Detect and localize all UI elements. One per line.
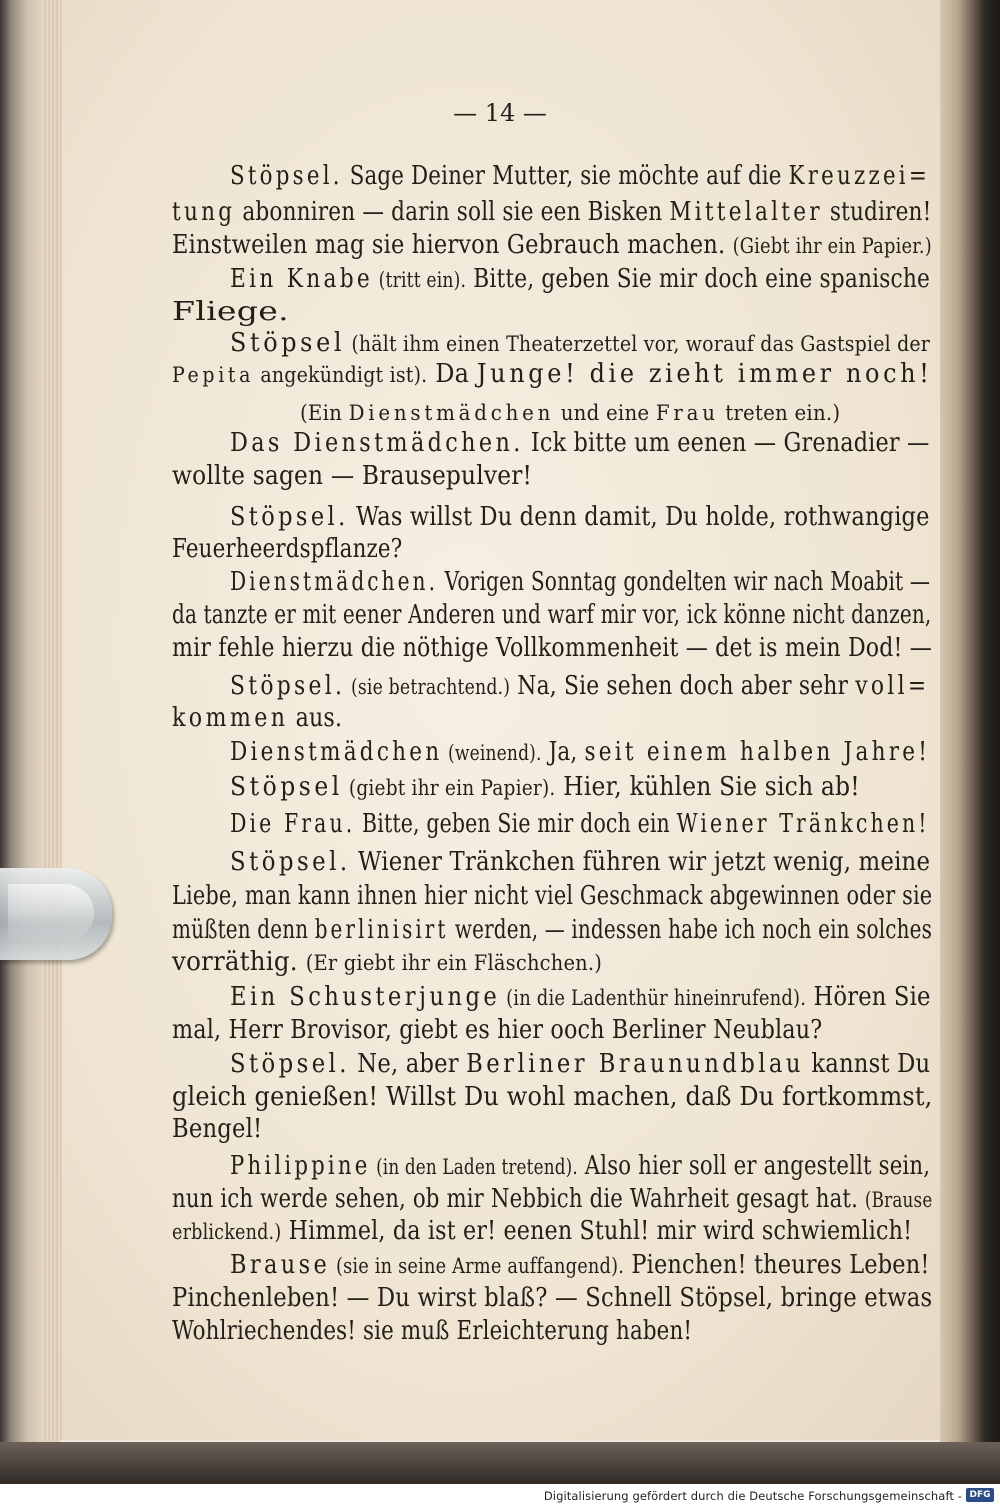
text-segment: Ne, aber bbox=[349, 1048, 467, 1079]
text-segment: (in den Laden tretend). bbox=[370, 1155, 578, 1179]
text-segment: abonniren — darin soll sie een Bisken bbox=[235, 196, 670, 227]
text-segment: Wohlriechendes! sie muß Erleichterung haben! bbox=[172, 1315, 693, 1346]
text-segment: Mittelalter bbox=[669, 196, 823, 227]
text-segment: (giebt ihr ein Papier). bbox=[342, 776, 556, 800]
text-segment: vorräthig. bbox=[172, 946, 306, 977]
text-line bbox=[172, 1081, 932, 1113]
text-segment: Frau bbox=[655, 401, 719, 425]
text-line bbox=[230, 427, 929, 459]
text-segment: Wiener Tränkchen führen wir jetzt wenig, meine bbox=[350, 846, 931, 877]
text-segment: Stöpsel. bbox=[230, 501, 349, 532]
text-line bbox=[172, 880, 932, 912]
text-line bbox=[172, 1014, 822, 1046]
text-line bbox=[172, 460, 532, 492]
page-number: — 14 — bbox=[453, 99, 547, 127]
text-line bbox=[172, 1183, 932, 1216]
text-segment: nun ich werde sehen, ob mir Nebbich die Wahrheit gesagt hat. bbox=[172, 1183, 865, 1214]
text-segment: Ein Schusterjunge bbox=[230, 981, 501, 1012]
text-line bbox=[172, 702, 342, 734]
text-segment: Pinchenleben! — Du wirst blaß? — Schnell Stöpsel, bringe etwas bbox=[172, 1282, 933, 1313]
text-segment: Ick bitte um eenen — Grenadier — bbox=[523, 427, 930, 458]
text-segment: Kreuzzei= bbox=[788, 160, 930, 191]
text-segment: Stöpsel bbox=[230, 327, 346, 358]
text-segment: (weinend). bbox=[442, 741, 542, 765]
text-line bbox=[230, 1150, 930, 1183]
text-segment: Stöpsel. bbox=[230, 160, 343, 191]
text-line bbox=[172, 358, 932, 391]
text-segment: Liebe, man kann ihnen hier nicht viel Geschmack abgewinnen oder sie bbox=[172, 880, 933, 911]
text-segment: Bitte, geben Sie mir doch eine spanische bbox=[466, 263, 930, 294]
text-segment: kommen bbox=[172, 702, 289, 733]
text-line bbox=[230, 566, 930, 598]
text-segment: da tanzte er mit eener Anderen und warf mir vor, ick könne nicht danzen, bbox=[172, 599, 932, 630]
text-line bbox=[172, 1282, 932, 1314]
text-segment: Berliner Braunundblau bbox=[466, 1048, 804, 1079]
text-segment: Das Dienstmädchen. bbox=[230, 427, 524, 458]
text-line bbox=[230, 327, 930, 360]
text-segment: aus. bbox=[288, 702, 343, 733]
text-segment: treten ein.) bbox=[718, 401, 841, 425]
text-segment: Also hier soll er angestellt sein, bbox=[577, 1150, 931, 1181]
text-segment: (sie in seine Arme auffangend). bbox=[330, 1254, 625, 1278]
text-line bbox=[230, 1048, 930, 1080]
text-segment: Sage Deiner Mutter, sie möchte auf die bbox=[342, 160, 789, 191]
text-segment: Na, Sie sehen doch aber sehr bbox=[510, 670, 856, 701]
text-segment: Philippine bbox=[230, 1150, 371, 1181]
text-line bbox=[172, 196, 931, 228]
text-segment: Was willst Du denn damit, Du holde, rothwangige bbox=[348, 501, 930, 532]
text-segment: Fliege. bbox=[172, 296, 289, 327]
text-segment: (Giebt ihr ein Papier.) bbox=[732, 234, 932, 258]
digitization-footer bbox=[0, 1484, 1000, 1507]
text-line bbox=[172, 1315, 692, 1347]
text-segment: Wiener Tränkchen! bbox=[676, 808, 930, 839]
text-segment: Bengel! bbox=[172, 1113, 263, 1144]
text-segment: Feuerheerdspflanze? bbox=[172, 533, 403, 564]
text-line bbox=[300, 396, 840, 429]
text-segment: werden, — indessen habe ich noch ein solches bbox=[448, 914, 933, 945]
text-segment: Stöpsel. bbox=[230, 670, 346, 701]
text-segment: Ja, bbox=[541, 736, 585, 767]
text-segment: voll= bbox=[855, 670, 930, 701]
text-line bbox=[172, 946, 602, 979]
text-segment: müßten denn bbox=[172, 914, 315, 945]
text-segment: Brause bbox=[230, 1249, 331, 1280]
text-line bbox=[230, 981, 931, 1014]
text-segment: und eine bbox=[554, 401, 656, 425]
page-clip-icon bbox=[0, 868, 112, 960]
text-segment: studiren! bbox=[822, 196, 932, 227]
text-line bbox=[230, 501, 930, 533]
text-segment: (Ein bbox=[300, 401, 349, 425]
text-segment: Die Frau. bbox=[230, 808, 356, 839]
text-segment: tung bbox=[172, 196, 236, 227]
text-line bbox=[230, 670, 929, 703]
text-segment: angekündigt ist). bbox=[254, 363, 428, 387]
text-segment: (in die Ladenthür hineinrufend). bbox=[500, 986, 807, 1010]
text-line bbox=[172, 1113, 262, 1145]
text-segment: (hält ihm einen Theaterzettel vor, worauf das Gastspiel der bbox=[345, 332, 931, 356]
text-segment: Pienchen! theures Leben! bbox=[624, 1249, 930, 1280]
text-segment: gleich genießen! Willst Du wohl machen, daß Du fortkommst, bbox=[172, 1081, 933, 1112]
text-segment: erblickend.) bbox=[172, 1220, 282, 1244]
text-segment: Hören Sie bbox=[806, 981, 931, 1012]
text-segment: mir fehle hierzu die nöthige Vollkommenheit — det is mein Dod! — bbox=[172, 632, 933, 663]
text-segment: (Er giebt ihr ein Fläschchen.) bbox=[305, 951, 603, 975]
text-line bbox=[230, 263, 930, 296]
text-segment: Bitte, geben Sie mir doch ein bbox=[355, 808, 677, 839]
text-line bbox=[230, 771, 860, 804]
text-segment: Hier, kühlen Sie sich ab! bbox=[555, 771, 860, 802]
text-line bbox=[172, 1215, 912, 1248]
text-line bbox=[172, 632, 932, 664]
text-segment: wollte sagen — Brausepulver! bbox=[172, 460, 533, 491]
text-segment: Dienstmädchen bbox=[348, 401, 555, 425]
text-segment: Stöpsel bbox=[230, 771, 343, 802]
funding-note: Digitalisierung gefördert durch die Deutsche Forschungsgemeinschaft - bbox=[543, 1489, 962, 1503]
text-segment: Einstweilen mag sie hiervon Gebrauch machen. bbox=[172, 229, 733, 260]
text-segment: Junge! die zieht immer noch! bbox=[476, 358, 933, 389]
text-segment: seit einem halben Jahre! bbox=[584, 736, 931, 767]
text-segment: Dienstmädchen bbox=[230, 736, 443, 767]
text-segment: Dienstmädchen. bbox=[230, 566, 439, 597]
text-line bbox=[230, 1249, 930, 1282]
scan-bottom-shadow bbox=[0, 1442, 1000, 1484]
text-segment: Pepita bbox=[172, 363, 255, 387]
text-segment: kannst Du bbox=[803, 1048, 931, 1079]
text-segment: Vorigen Sonntag gondelten wir nach Moabit — bbox=[438, 566, 931, 597]
text-segment: berlinisirt bbox=[314, 914, 449, 945]
text-segment: Stöpsel. bbox=[230, 846, 351, 877]
text-line bbox=[172, 296, 289, 328]
text-segment: Himmel, da ist er! eenen Stuhl! mir wird schwiemlich! bbox=[281, 1215, 913, 1246]
text-line bbox=[172, 533, 402, 565]
text-line bbox=[172, 229, 932, 262]
text-line bbox=[172, 914, 932, 946]
text-segment: (sie betrachtend.) bbox=[345, 675, 511, 699]
text-segment: Da bbox=[427, 358, 477, 389]
text-line bbox=[230, 846, 930, 878]
text-segment: Ein Knabe bbox=[230, 263, 374, 294]
text-segment: (Brause bbox=[864, 1188, 933, 1212]
text-segment: mal, Herr Brovisor, giebt es hier ooch Berliner Neublau? bbox=[172, 1014, 823, 1045]
text-segment: (tritt ein). bbox=[373, 268, 467, 292]
text-line bbox=[172, 599, 931, 631]
text-line bbox=[230, 160, 930, 192]
dfg-logo-icon: DFG bbox=[966, 1488, 994, 1502]
text-line bbox=[230, 808, 930, 840]
text-line bbox=[230, 736, 930, 769]
text-segment: Stöpsel. bbox=[230, 1048, 350, 1079]
